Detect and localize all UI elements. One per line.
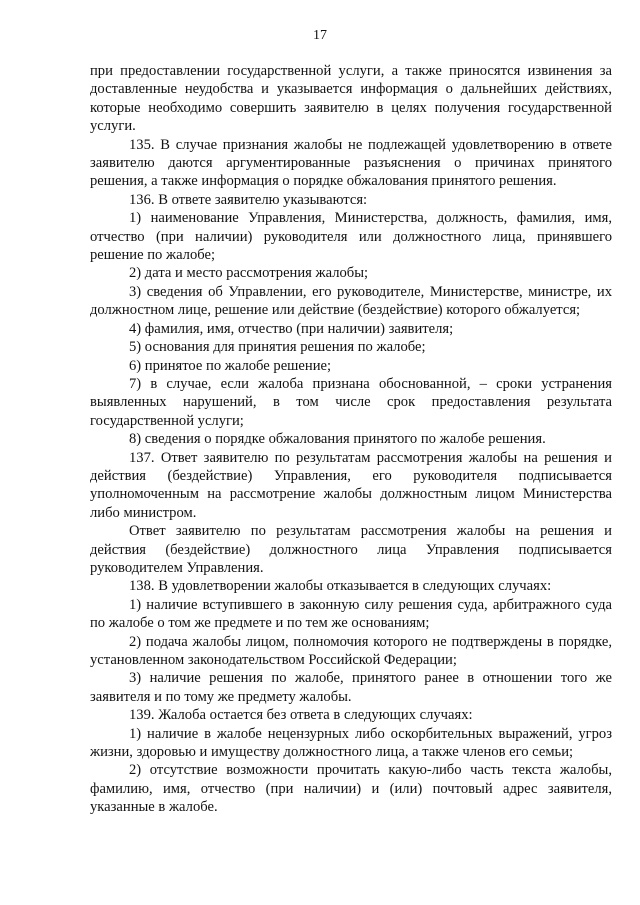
- paragraph: 138. В удовлетворении жалобы отказывается в следующих случаях:: [129, 578, 552, 595]
- paragraph: 136. В ответе заявителю указываются:: [129, 191, 368, 208]
- paragraph: 2) дата и место рассмотрения жалобы;: [129, 265, 369, 282]
- paragraph: 2) отсутствие возможности прочитать какую-либо часть текста жалобы, фамилию, имя, отчество (при наличии) и (или) почтовый адрес заявителя, указанные в жалобе.: [90, 762, 612, 816]
- paragraph: 7) в случае, если жалоба признана обоснованной, – сроки устранения выявленных нарушений, в том числе срок предоставления результата государственной услуги;: [90, 375, 612, 429]
- paragraph: при предоставлении государственной услуги, а также приносятся извинения за доставленные неудобства и указывается информация о дальнейших действиях, которые необходимо совершить заявителю в целях получения государственной услуги.: [90, 63, 612, 135]
- paragraph: 1) наименование Управления, Министерства, должность, фамилия, имя, отчество (при наличии) руководителя или должностного лица, принявшего решение по жалобе;: [90, 210, 612, 264]
- paragraph: 5) основания для принятия решения по жалобе;: [129, 339, 426, 356]
- paragraph: 8) сведения о порядке обжалования принятого по жалобе решения.: [129, 431, 546, 448]
- paragraph: 137. Ответ заявителю по результатам рассмотрения жалобы на решения и действия (бездействие) Управления, его руководителя подписывается уполномоченным на рассмотрение жалобы должностным лицом Министерства либо министром.: [90, 449, 612, 521]
- paragraph: 6) принятое по жалобе решение;: [129, 357, 332, 374]
- paragraph: 2) подача жалобы лицом, полномочия которого не подтверждены в порядке, установленном законодательством Российской Федерации;: [90, 633, 612, 668]
- page-number: 17: [313, 28, 327, 43]
- paragraph: 4) фамилия, имя, отчество (при наличии) заявителя;: [129, 320, 454, 337]
- paragraph: 3) наличие решения по жалобе, принятого ранее в отношении того же заявителя и по тому же предмету жалобы.: [90, 670, 612, 705]
- paragraph: Ответ заявителю по результатам рассмотрения жалобы на решения и действия (бездействие) должностного лица Управления подписывается руководителем Управления.: [90, 523, 612, 576]
- paragraph: 135. В случае признания жалобы не подлежащей удовлетворению в ответе заявителю даются аргументированные разъяснения о причинах принятого решения, а также информация о порядке обжалования принятого решения.: [90, 136, 612, 190]
- paragraph: 1) наличие вступившего в законную силу решения суда, арбитражного суда по жалобе о том же предмете и по тем же основаниям;: [90, 596, 612, 632]
- paragraph: 3) сведения об Управлении, его руководителе, Министерстве, министре, их должностном лице, решение или действие (бездействие) которого обжалуется;: [90, 283, 612, 319]
- paragraph: 1) наличие в жалобе нецензурных либо оскорбительных выражений, угроз жизни, здоровью и имуществу должностного лица, а также членов его семьи;: [90, 725, 612, 761]
- document-body: [90, 62, 612, 817]
- paragraph: 139. Жалоба остается без ответа в следующих случаях:: [129, 707, 473, 724]
